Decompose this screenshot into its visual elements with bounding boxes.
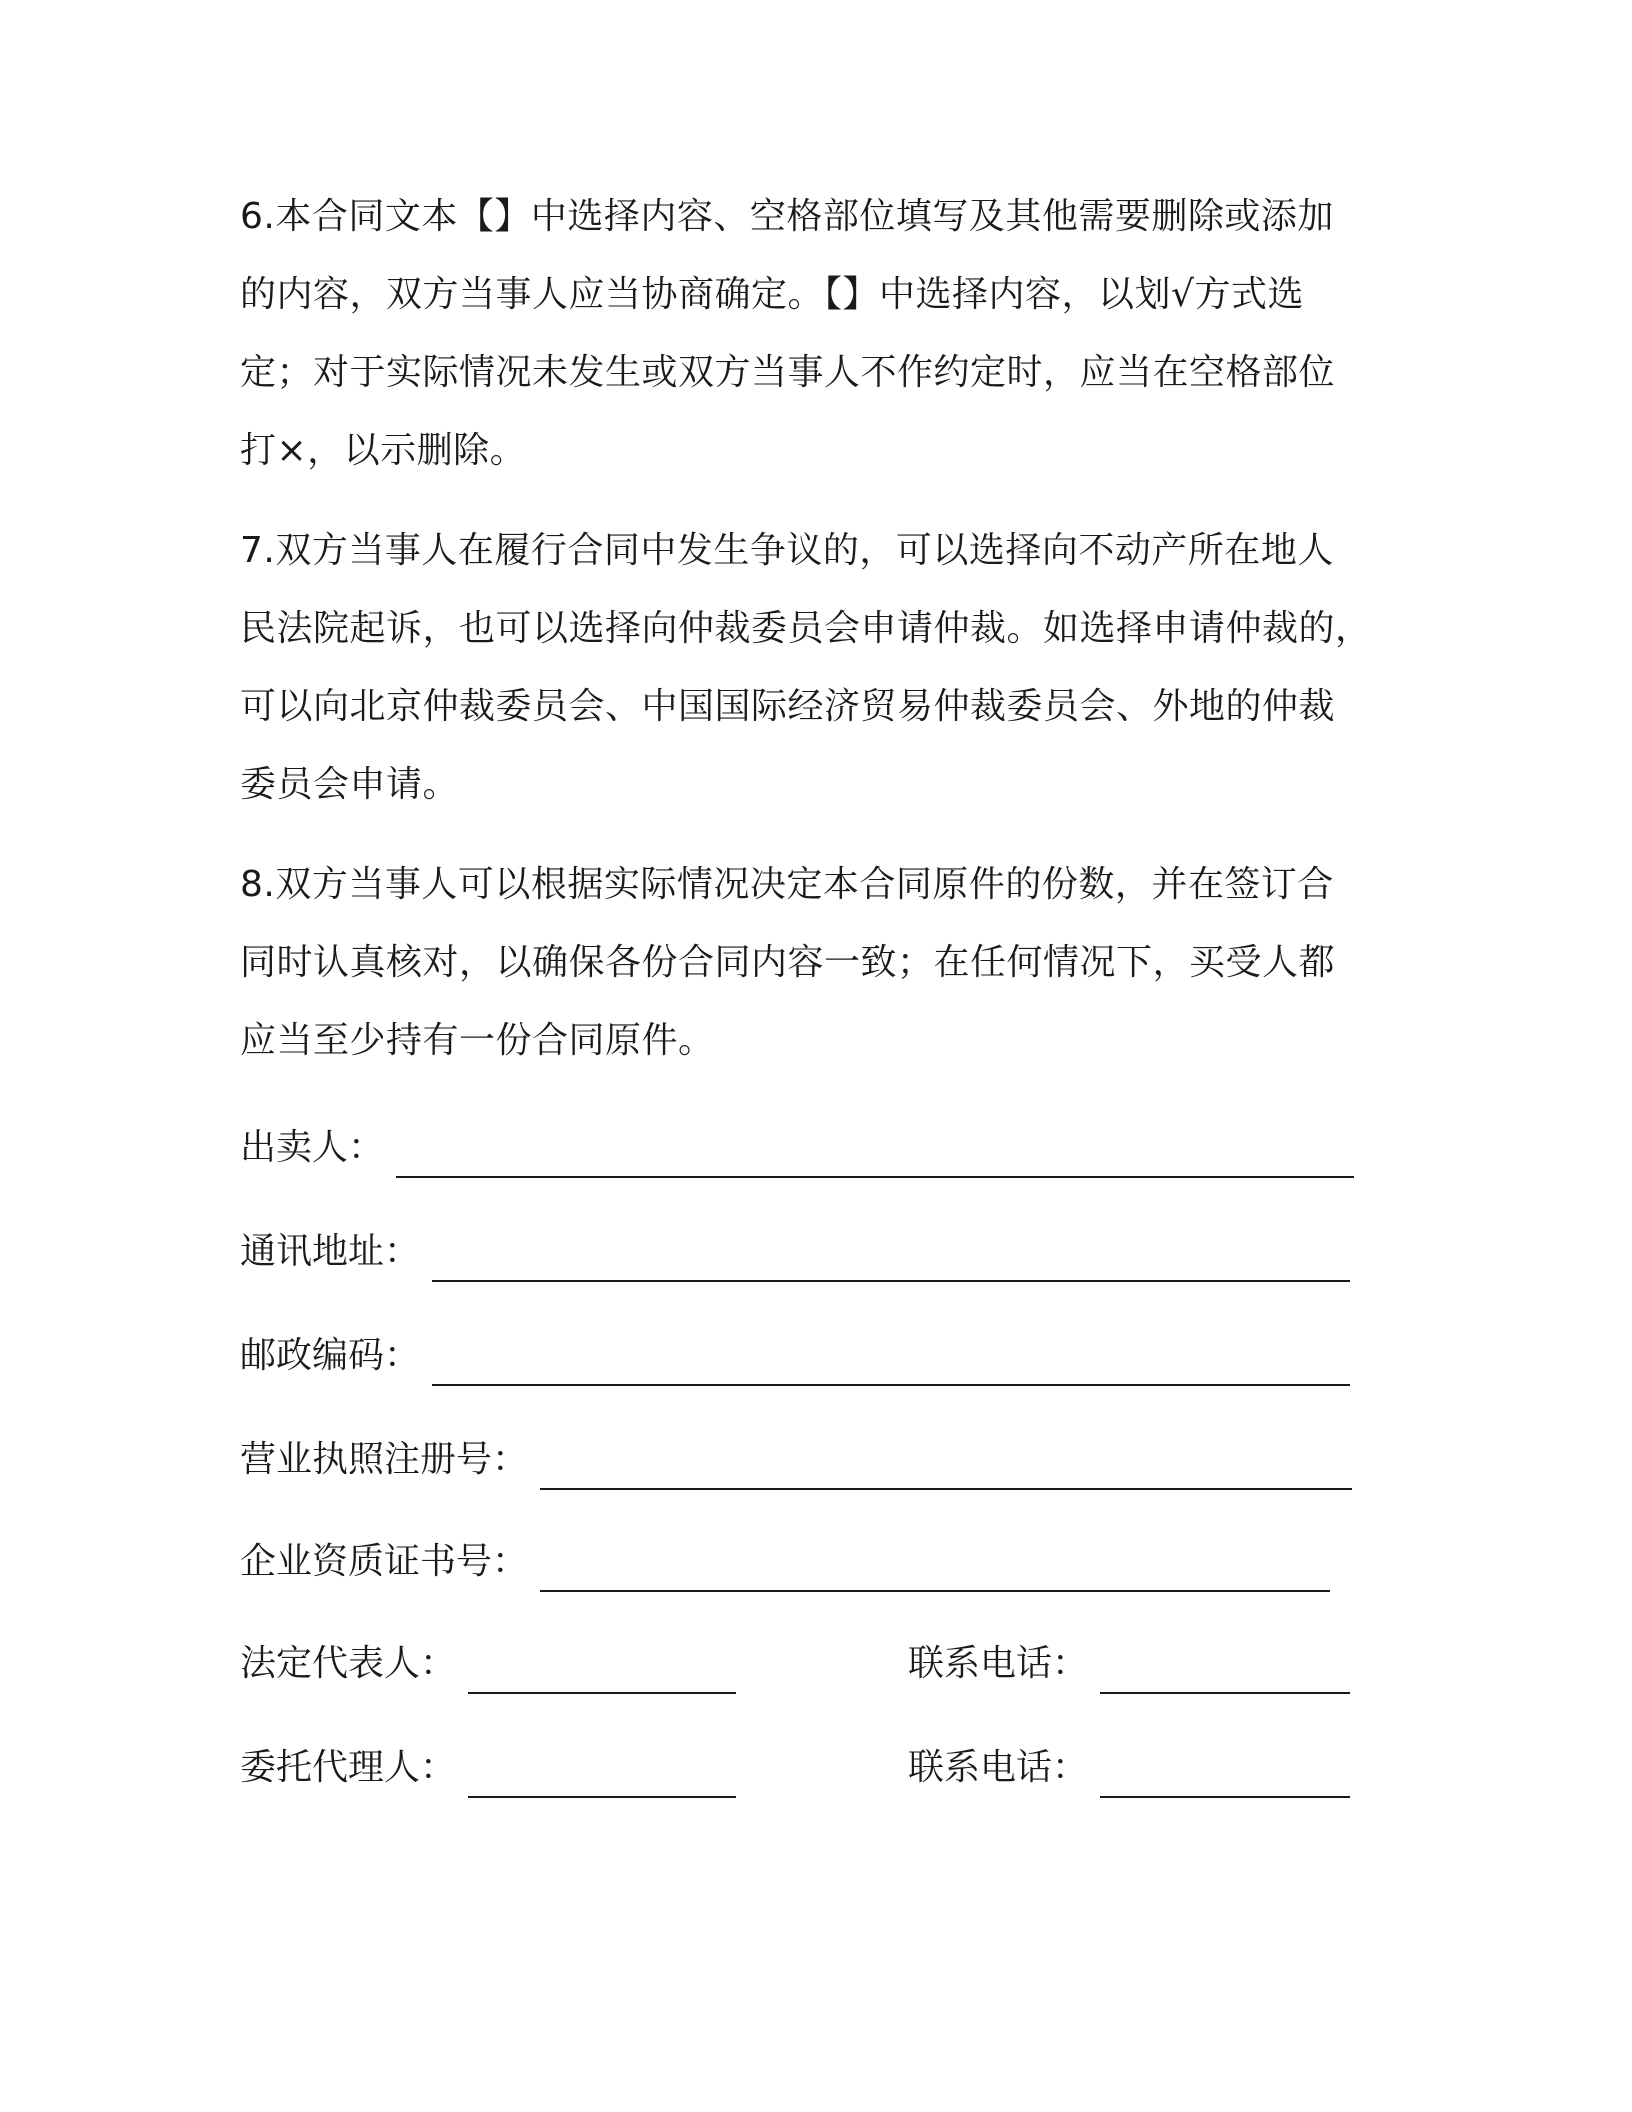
- clause-6-line-2: 的内容，双方当事人应当协商确定。【】中选择内容，以划√方式选: [240, 274, 1304, 315]
- qualification-cert-blank[interactable]: [540, 1546, 1330, 1592]
- clause-7: [240, 512, 1380, 824]
- agent-phone-label: 联系电话：: [908, 1747, 1089, 1788]
- seller-label: 出卖人：: [240, 1127, 385, 1168]
- agent-field: [240, 1738, 736, 1798]
- clause-8: [240, 846, 1380, 1080]
- legal-rep-label: 法定代表人：: [240, 1643, 457, 1684]
- postal-code-field: [240, 1326, 1350, 1386]
- address-label: 通讯地址：: [240, 1231, 421, 1272]
- legal-rep-blank[interactable]: [468, 1648, 736, 1694]
- postal-code-blank[interactable]: [432, 1340, 1350, 1386]
- address-field: [240, 1222, 1350, 1282]
- legal-rep-phone-field: [908, 1634, 1350, 1694]
- legal-rep-phone-blank[interactable]: [1100, 1648, 1350, 1694]
- postal-code-label: 邮政编码：: [240, 1335, 421, 1376]
- clause-6-line-1: 6.本合同文本【】中选择内容、空格部位填写及其他需要删除或添加: [240, 196, 1334, 237]
- seller-blank[interactable]: [396, 1132, 1354, 1178]
- clause-6-line-4: 打×，以示删除。: [240, 430, 527, 471]
- clause-7-line-4: 委员会申请。: [240, 764, 460, 805]
- clause-6-line-3: 定；对于实际情况未发生或双方当事人不作约定时，应当在空格部位: [240, 352, 1336, 393]
- agent-phone-blank[interactable]: [1100, 1752, 1350, 1798]
- qualification-cert-field: [240, 1532, 1330, 1592]
- clause-7-line-1: 7.双方当事人在履行合同中发生争议的，可以选择向不动产所在地人: [240, 530, 1334, 571]
- agent-phone-field: [908, 1738, 1350, 1798]
- qualification-cert-label: 企业资质证书号：: [240, 1541, 529, 1582]
- legal-rep-field: [240, 1634, 736, 1694]
- clause-8-line-3: 应当至少持有一份合同原件。: [240, 1020, 715, 1061]
- clause-8-line-2: 同时认真核对，以确保各份合同内容一致；在任何情况下，买受人都: [240, 942, 1336, 983]
- address-blank[interactable]: [432, 1236, 1350, 1282]
- business-license-blank[interactable]: [540, 1444, 1352, 1490]
- seller-field: [240, 1118, 1354, 1178]
- agent-blank[interactable]: [468, 1752, 736, 1798]
- agent-label: 委托代理人：: [240, 1747, 457, 1788]
- business-license-label: 营业执照注册号：: [240, 1439, 529, 1480]
- legal-rep-phone-label: 联系电话：: [908, 1643, 1089, 1684]
- clause-6: [240, 178, 1380, 490]
- clause-7-line-3: 可以向北京仲裁委员会、中国国际经济贸易仲裁委员会、外地的仲裁: [240, 686, 1336, 727]
- business-license-field: [240, 1430, 1352, 1490]
- clause-8-line-1: 8.双方当事人可以根据实际情况决定本合同原件的份数，并在签订合: [240, 864, 1334, 905]
- clause-7-line-2: 民法院起诉，也可以选择向仲裁委员会申请仲裁。如选择申请仲裁的，: [240, 608, 1372, 649]
